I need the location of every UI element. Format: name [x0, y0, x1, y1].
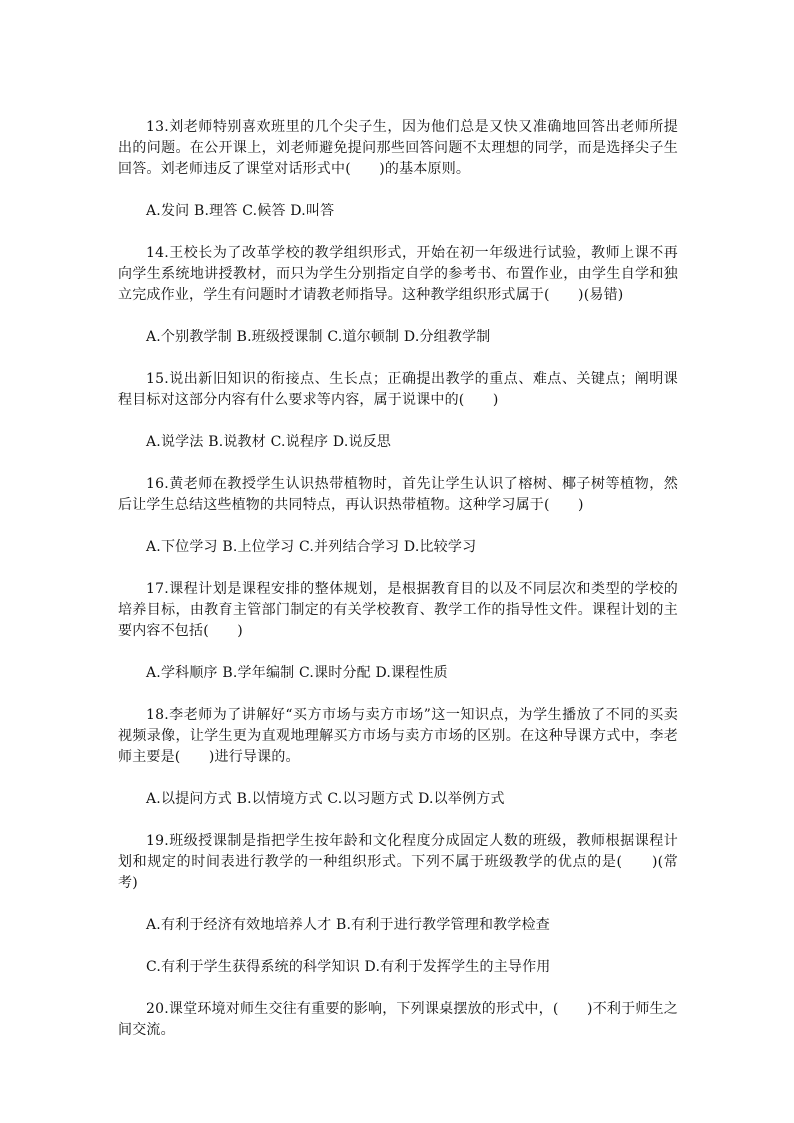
document-page: [118, 117, 678, 1041]
question-19-options-line-2: C.有利于学生获得系统的科学知识 D.有利于发挥学生的主导作用: [146, 959, 551, 975]
question-13-stem: 13.刘老师特别喜欢班里的几个尖子生，因为他们总是又快又准确地回答出老师所提出的问题。在公开课上，刘老师避免提问那些回答问题不太理想的同学，而是选择尖子生回答。刘老师违反了课堂对话形式中( )的基本原则。: [118, 119, 678, 177]
question-16-options: A.下位学习 B.上位学习 C.并列结合学习 D.比较学习: [146, 539, 477, 555]
question-14-options: A.个别教学制 B.班级授课制 C.道尔顿制 D.分组教学制: [146, 329, 491, 345]
question-19-options-line-1: A.有利于经济有效地培养人才 B.有利于进行教学管理和教学检查: [146, 917, 550, 933]
question-15-options: A.说学法 B.说教材 C.说程序 D.说反思: [146, 434, 392, 450]
question-17-options: A.学科顺序 B.学年编制 C.课时分配 D.课程性质: [146, 665, 448, 681]
question-13-options: A.发问 B.理答 C.候答 D.叫答: [146, 203, 335, 219]
question-17-stem: 17.课程计划是课程安排的整体规划，是根据教育目的以及不同层次和类型的学校的培养目标，由教育主管部门制定的有关学校教育、教学工作的指导性文件。课程计划的主要内容不包括( ): [118, 581, 678, 639]
question-16-stem: 16.黄老师在教授学生认识热带植物时，首先让学生认识了榕树、椰子树等植物，然后让学生总结这些植物的共同特点，再认识热带植物。这种学习属于( ): [118, 476, 678, 513]
question-15-stem: 15.说出新旧知识的衔接点、生长点；正确提出教学的重点、难点、关键点；阐明课程目标对这部分内容有什么要求等内容，属于说课中的( ): [118, 371, 678, 408]
question-19-stem: 19.班级授课制是指把学生按年龄和文化程度分成固定人数的班级，教师根据课程计划和规定的时间表进行教学的一种组织形式。下列不属于班级教学的优点的是( )(常考): [118, 833, 678, 891]
question-18-stem: 18.李老师为了讲解好“买方市场与卖方市场”这一知识点，为学生播放了不同的买卖视频录像，让学生更为直观地理解买方市场与卖方市场的区别。在这种导课方式中，李老师主要是( )进行导课的。: [118, 707, 678, 765]
question-14-stem: 14.王校长为了改革学校的教学组织形式，开始在初一年级进行试验，教师上课不再向学生系统地讲授教材，而只为学生分别指定自学的参考书、布置作业，由学生自学和独立完成作业，学生有问题时才请教老师指导。这种教学组织形式属于( )(易错): [118, 245, 678, 303]
question-20-stem: 20.课堂环境对师生交往有重要的影响，下列课桌摆放的形式中，( )不利于师生之间交流。: [118, 1001, 678, 1038]
question-18-options: A.以提问方式 B.以情境方式 C.以习题方式 D.以举例方式: [146, 791, 505, 807]
